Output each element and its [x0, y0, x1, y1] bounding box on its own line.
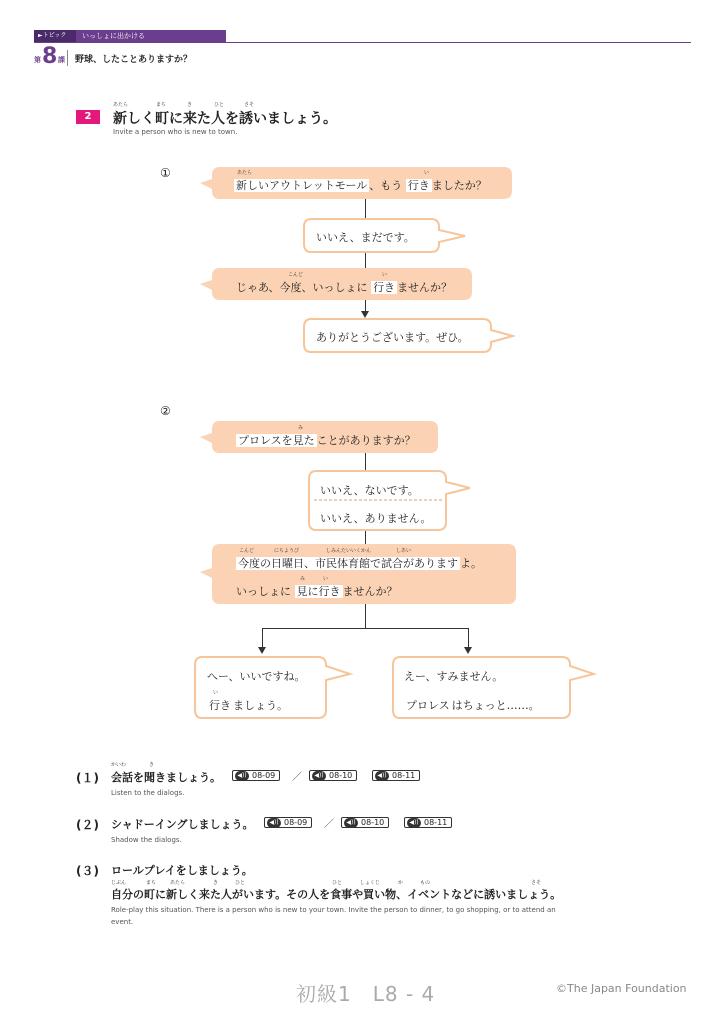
connector	[365, 453, 366, 471]
audio-track-label: 08-10	[329, 771, 353, 780]
topic-title: いっしょに出かける	[76, 30, 226, 42]
bubble-text: よ。	[460, 557, 482, 570]
exercise-2-subtitle: Shadow the dialogs.	[111, 836, 182, 844]
audio-track-button[interactable]	[232, 770, 280, 781]
exercise-1-text: 会話を聞きましょう。	[111, 771, 221, 784]
ruby: かいわ	[111, 762, 127, 768]
ruby: い	[323, 576, 329, 582]
exercise-3-text: ロールプレイをしましょう。	[111, 864, 253, 877]
arrow-down-icon	[464, 647, 472, 654]
highlight-text: 行き	[407, 179, 430, 192]
ruby: しょくじ	[360, 880, 381, 886]
branch-line	[262, 628, 468, 629]
ruby: こんど	[239, 548, 255, 554]
bubble-text: ことがありますか？	[316, 434, 416, 447]
connector	[365, 604, 366, 628]
connector	[365, 199, 366, 219]
bubble-text: ませんか？	[397, 281, 453, 294]
dialog2-left-line2	[207, 690, 288, 713]
task-subtitle: Invite a person who is new to town.	[113, 128, 238, 136]
dialog2-bubble2-line1: いいえ、ないです。	[320, 484, 419, 497]
dialog2-bubble3	[236, 548, 482, 571]
dialog1-marker: ①	[160, 166, 171, 180]
speaker-icon: ◀))	[344, 818, 358, 828]
ruby: さそ	[531, 880, 542, 886]
dialog1-bubble3	[236, 272, 452, 295]
audio-track-button[interactable]	[264, 817, 312, 828]
lesson-number: 8	[42, 44, 58, 69]
bubble-text: ましたか？	[431, 179, 487, 192]
task-number-badge: 2	[76, 110, 100, 124]
dialog1-bubble4: ありがとうございます。ぜひ。	[316, 331, 469, 344]
dialog2-left-line1: へー、いいですね。	[207, 670, 306, 683]
ruby: あたら	[170, 880, 186, 886]
topic-tag: ►トピック	[34, 30, 76, 42]
ruby: い	[382, 272, 388, 278]
lesson-separator	[67, 50, 68, 66]
bubble-text: はちょっと……。	[451, 699, 540, 712]
task-ruby-3: き	[187, 102, 193, 108]
dialog1-bubble1	[234, 170, 487, 193]
header-divider	[34, 42, 691, 43]
ruby: もの	[420, 880, 431, 886]
dialog2-bubble2-line2: いいえ、ありません。	[320, 512, 432, 525]
dialog2-bubble1	[236, 425, 416, 448]
bubble-text: ませんか？	[342, 585, 398, 598]
audio-track-label: 08-11	[392, 771, 416, 780]
exercise-3-instruction: 自分の町に新しく来た人がいます。その人を食事や買い物、イベントなどに誘いましょう。	[111, 888, 562, 901]
audio-track-label: 08-09	[252, 771, 276, 780]
highlight-text: 新しいアウトレットモール	[236, 179, 368, 192]
ruby: しみんたいいくかん	[326, 548, 372, 554]
task-title: 新しく町に来た人を誘いましょう。	[113, 111, 337, 127]
audio-track-label: 08-09	[284, 818, 308, 827]
exercise-1-subtitle: Listen to the dialogs.	[111, 789, 185, 797]
ruby: ひと	[332, 880, 343, 886]
ruby: い	[213, 690, 219, 696]
dialog1-bubble2: いいえ、まだです。	[316, 231, 415, 244]
highlight-text: 見に行き	[296, 585, 341, 598]
audio-track-label: 08-11	[424, 818, 448, 827]
ruby: まち	[146, 880, 157, 886]
arrow-down-icon	[361, 311, 369, 318]
dialog2-right-line1: えー、すみません。	[404, 670, 504, 683]
audio-track-button[interactable]	[309, 770, 357, 781]
ruby: にちようび	[274, 548, 300, 554]
ruby: こんど	[288, 272, 304, 278]
audio-track-button[interactable]	[341, 817, 389, 828]
ruby: き	[213, 880, 219, 886]
speaker-icon: ◀))	[235, 771, 249, 781]
speaker-icon: ◀))	[267, 818, 281, 828]
lesson-title: 野球、したことありますか？	[75, 55, 193, 65]
bubble-text: いっしょに	[236, 585, 291, 598]
audio-track-button[interactable]	[372, 770, 420, 781]
highlight-text: 今度の日曜日、市民体育館で試合があります	[238, 557, 458, 570]
highlight-text: 行き	[373, 281, 396, 294]
ruby: か	[398, 880, 404, 886]
exercise-3-subtitle: Role-play this situation. There is a person who is new to your town. Invite the person to dinner, to go shopping, or to attend an	[111, 906, 556, 914]
ruby: じぶん	[111, 880, 127, 886]
exercise-3-number: (３)	[76, 864, 99, 878]
highlight-text: プロレスを見た	[238, 434, 315, 447]
ruby: い	[424, 170, 430, 176]
bubble-text: 、もう	[369, 179, 403, 192]
exercise-3-subtitle-2: event.	[111, 918, 134, 926]
ruby: み	[298, 425, 304, 431]
audio-track-label: 08-10	[361, 818, 385, 827]
ruby: み	[300, 576, 306, 582]
dialog2-bubble3-line2	[236, 576, 398, 599]
exercise-2-text: シャドーイングしましょう。	[111, 818, 254, 831]
bubble-text: ましょう。	[233, 699, 288, 712]
exercise-1-number: (１)	[76, 771, 99, 785]
arrow-down-icon	[258, 647, 266, 654]
audio-track-button[interactable]	[404, 817, 452, 828]
connector	[365, 531, 366, 545]
ruby: ひと	[235, 880, 246, 886]
bubble-text: じゃあ、今度、いっしょに	[236, 281, 368, 294]
connector	[365, 253, 366, 269]
page-number: 初級1 L8 - 4	[296, 982, 436, 1006]
speaker-icon: ◀))	[375, 771, 389, 781]
separator: ／	[292, 772, 302, 783]
dialog2-right-line2	[404, 697, 540, 713]
copyright: ©The Japan Foundation	[556, 982, 687, 995]
dialog2-marker: ②	[160, 404, 171, 418]
highlight-text: 行き	[209, 699, 231, 712]
task-ruby-1: あたら	[113, 102, 129, 108]
connector	[468, 628, 469, 648]
separator: ／	[324, 819, 334, 830]
lesson-ka-label: 課	[58, 56, 65, 64]
speaker-icon: ◀))	[407, 818, 421, 828]
ruby: あたら	[237, 170, 253, 176]
lesson-dai-label: 第	[34, 56, 41, 64]
task-ruby-2: まち	[156, 102, 167, 108]
highlight-text: プロレス	[406, 699, 450, 712]
ruby: しあい	[396, 548, 412, 554]
connector	[262, 628, 263, 648]
task-ruby-4: ひと	[214, 102, 225, 108]
speaker-icon: ◀))	[312, 771, 326, 781]
ruby: き	[149, 762, 155, 768]
exercise-2-number: (２)	[76, 818, 99, 832]
task-ruby-5: さそ	[244, 102, 255, 108]
